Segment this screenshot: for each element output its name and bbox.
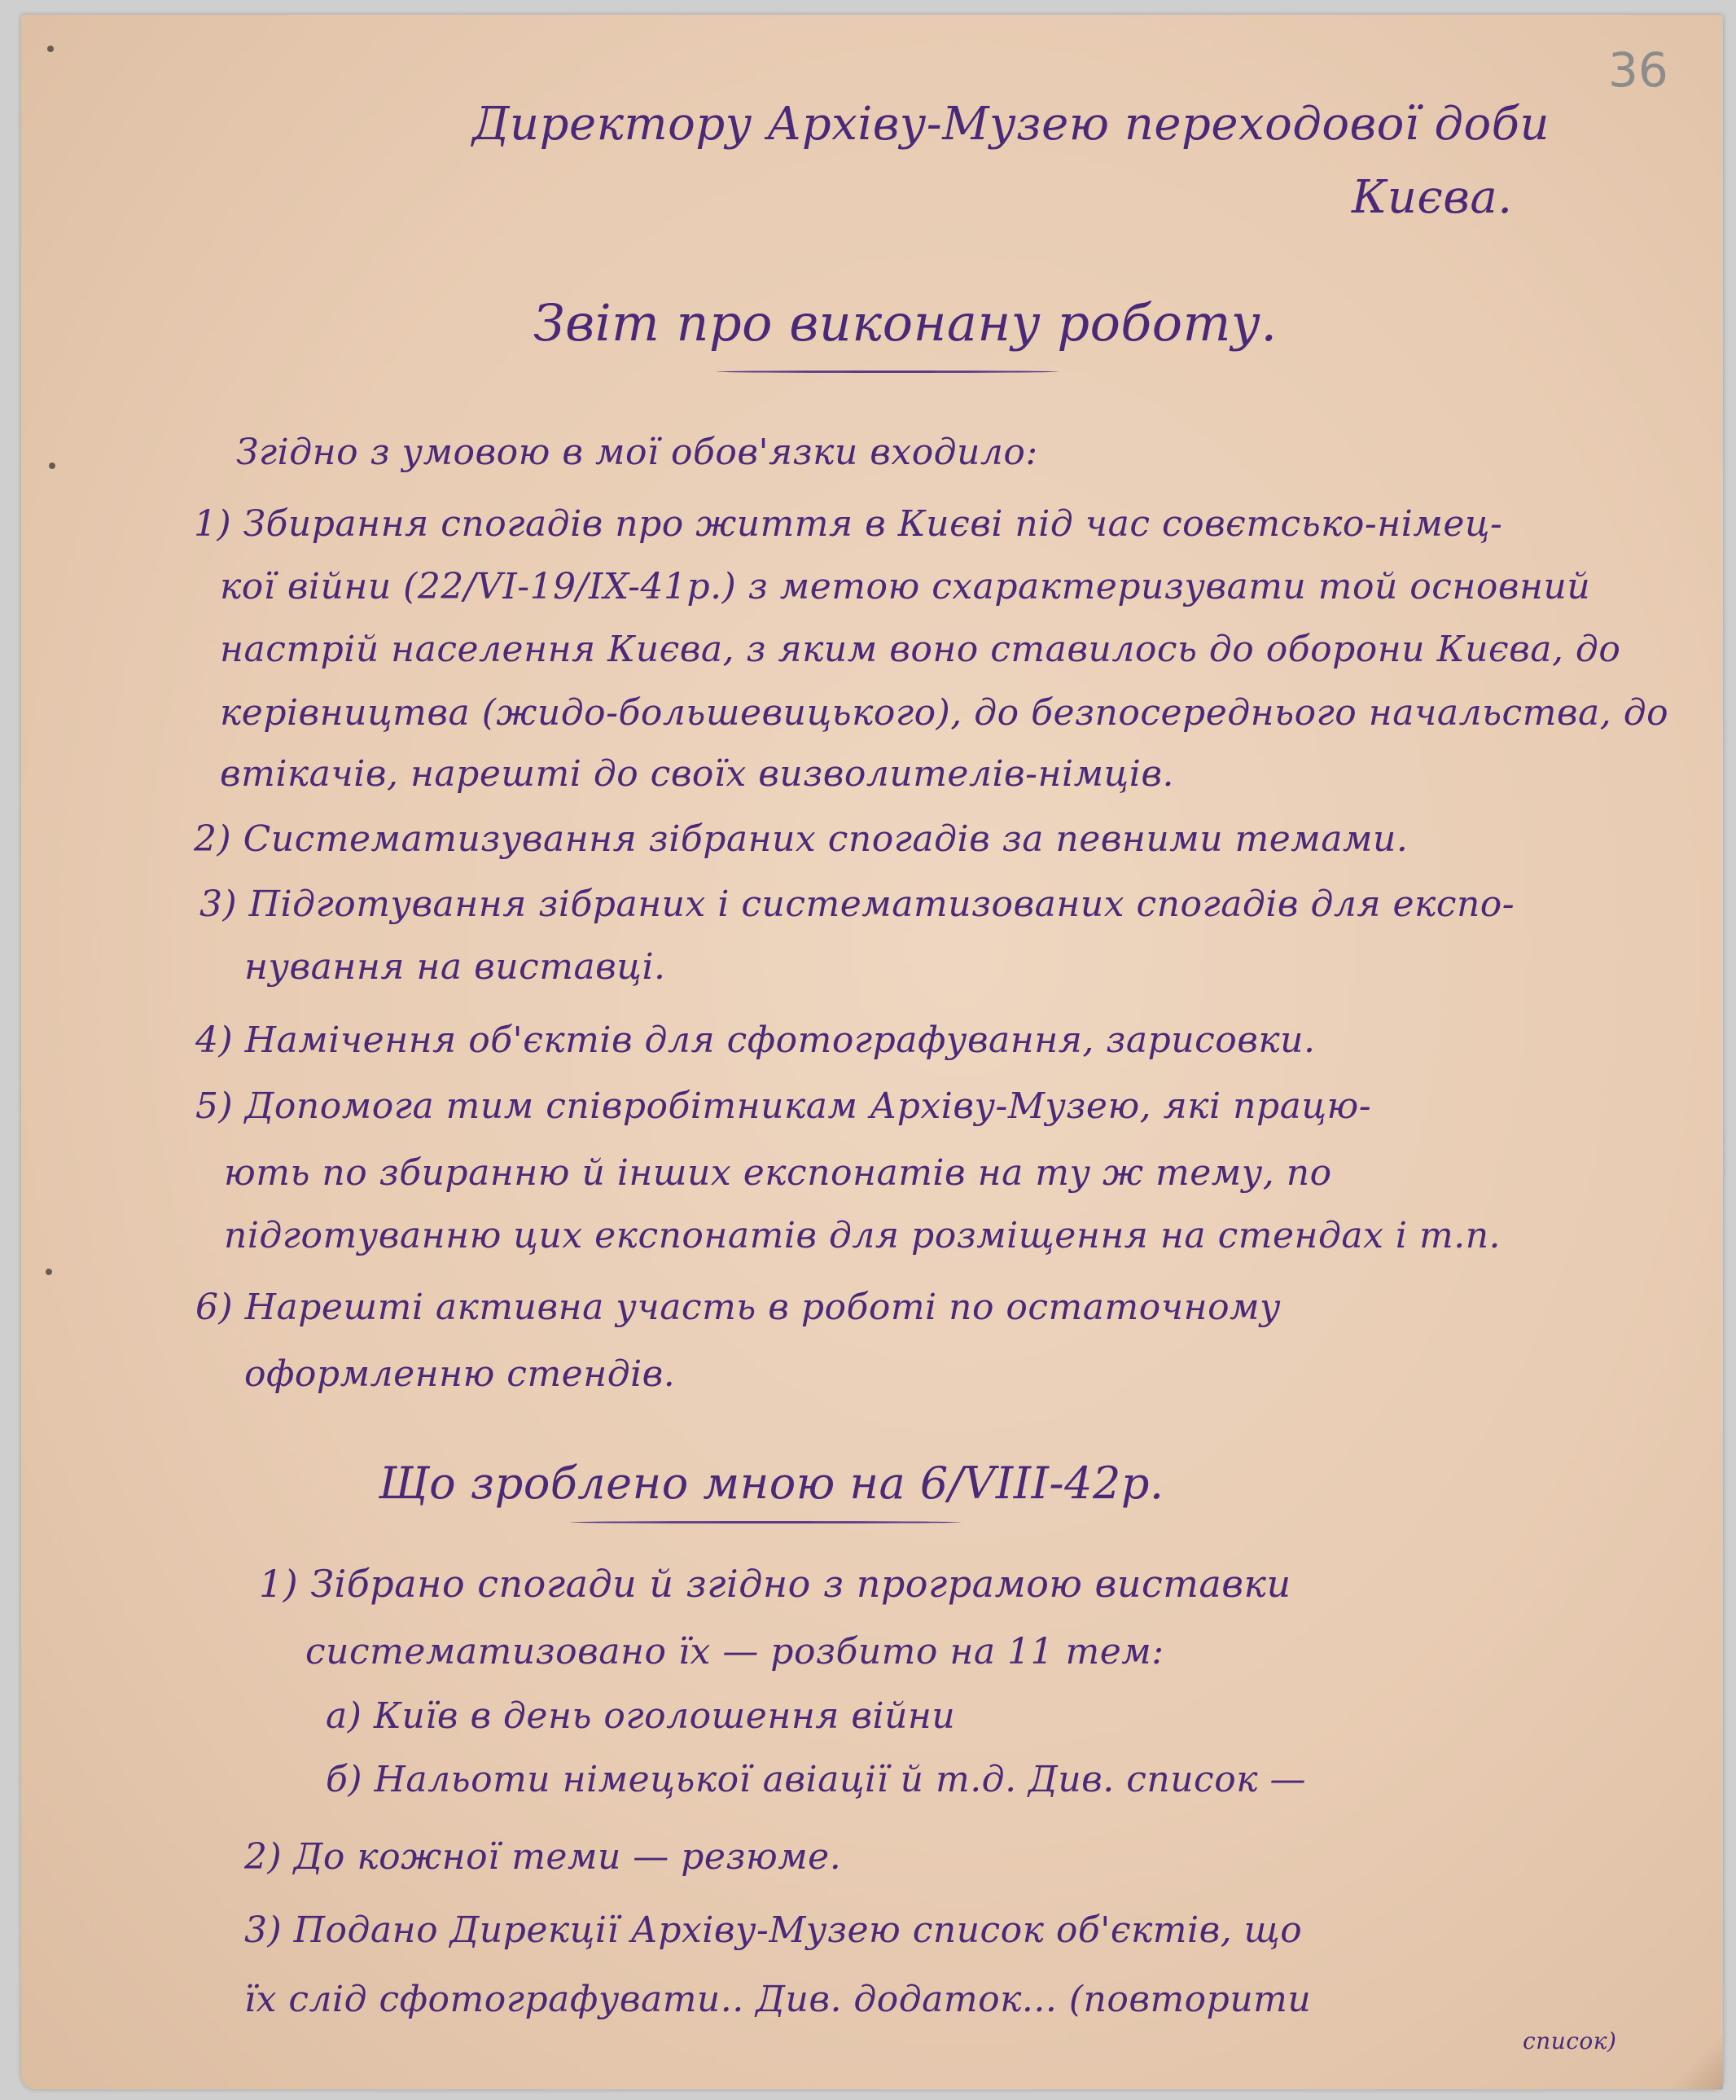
duty-line: кої війни (22/VI-19/IX-41р.) з метою схарактеризувати той основний (220, 566, 1591, 607)
duty-line: оформленню стендів. (244, 1353, 676, 1395)
binding-hole (46, 1269, 52, 1275)
heading-underline (717, 370, 1059, 373)
subheading: Що зроблено мною на 6/VIII-42р. (379, 1458, 1164, 1509)
duty-line: настрій населення Києва, з яким воно ставилось до оборони Києва, до (220, 629, 1621, 670)
addressee-line-1: Директору Архіву-Музею переходової доби (472, 98, 1550, 151)
duty-line: 3) Підготування зібраних і систематизованих спогадів для експо- (199, 883, 1515, 925)
binding-hole (49, 463, 55, 469)
addressee-line-2: Києва. (1352, 171, 1513, 224)
binding-hole (47, 46, 54, 52)
duty-line: 5) Допомога тим співробітникам Архіву-Музею, які працю- (195, 1085, 1372, 1127)
duty-line: ють по збиранню й інших експонатів на ту ж тему, по (224, 1152, 1332, 1194)
duty-line: керівництва (жидо-большевицького), до безпосереднього начальства, до (220, 692, 1669, 734)
duty-line: 1) Збирання спогадів про життя в Києві під час совєтсько-німец- (194, 503, 1503, 545)
duty-line: підготуванню цих експонатів для розміщення на стендах і т.п. (224, 1215, 1501, 1256)
duty-line: 2) Систематизування зібраних спогадів за певними темами. (194, 818, 1409, 860)
done-line: б) Нальоти німецької авіації й т.д. Див. список — (326, 1759, 1306, 1800)
intro-line: Згідно з умовою в мої обов'язки входило: (236, 432, 1038, 473)
report-heading: Звіт про виконану роботу. (533, 293, 1278, 353)
duty-line: втікачів, нарешті до своїх визволителів-німців. (220, 753, 1174, 795)
done-line: їх слід сфотографувати.. Див. додаток... (повторити (244, 1979, 1312, 2020)
done-line: 1) Зібрано спогади й згідно з програмою виставки (259, 1562, 1291, 1606)
archive-page-number: 36 (1608, 42, 1668, 98)
duty-line: 4) Намічення об'єктів для сфотографування, зарисовки. (195, 1019, 1316, 1061)
margin-note: список) (1523, 2028, 1617, 2054)
subheading-underline (570, 1521, 961, 1523)
done-line: систематизовано їх — розбито на 11 тем: (305, 1631, 1164, 1673)
done-line: 3) Подано Дирекції Архіву-Музею список об'єктів, що (244, 1909, 1303, 1951)
done-line: а) Київ в день оголошення війни (326, 1695, 956, 1737)
duty-line: 6) Нарешті активна участь в роботі по остаточному (195, 1287, 1282, 1328)
corner-shadow (1666, 2032, 1723, 2089)
done-line: 2) До кожної теми — резюме. (244, 1836, 842, 1878)
duty-line: нування на виставці. (244, 946, 666, 988)
